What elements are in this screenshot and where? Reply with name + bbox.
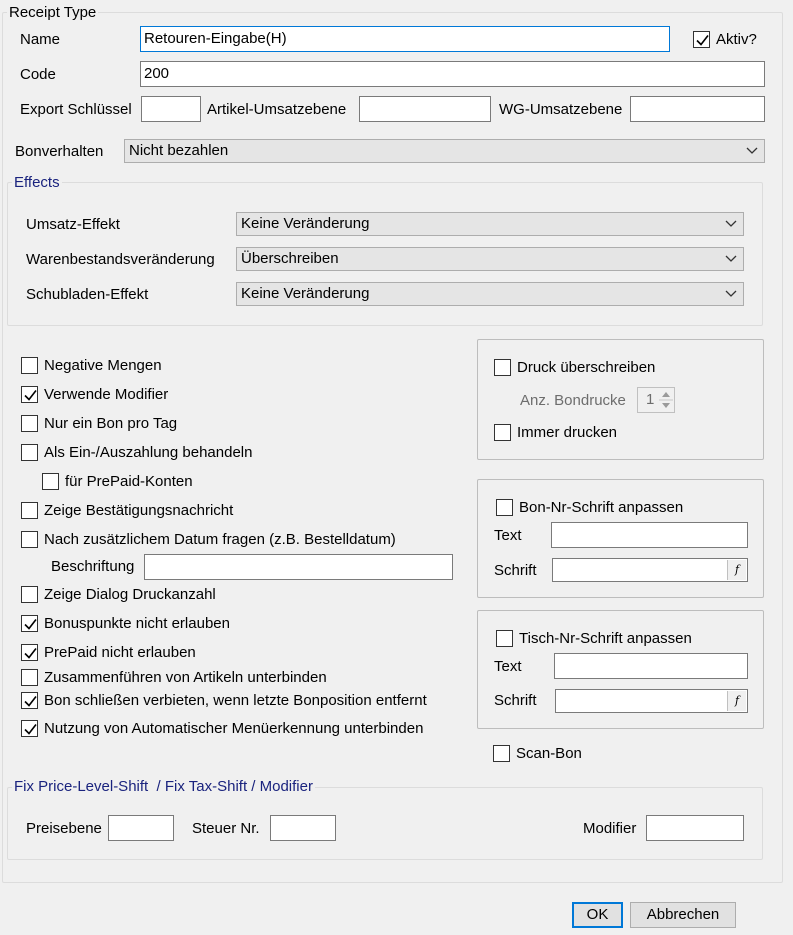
druckanzahl-label: Zeige Dialog Druckanzahl bbox=[44, 586, 216, 603]
receipt-type-legend: Receipt Type bbox=[9, 4, 97, 21]
zusatz-datum-box[interactable] bbox=[21, 531, 38, 548]
aktiv-checkbox[interactable] bbox=[693, 30, 773, 50]
chevron-down-icon bbox=[725, 213, 737, 235]
menuerkennung-checkbox[interactable] bbox=[21, 719, 471, 739]
bon-nr-schrift-box[interactable] bbox=[496, 499, 513, 516]
chevron-down-icon bbox=[725, 283, 737, 305]
bonverhalten-value: Nicht bezahlen bbox=[129, 142, 229, 159]
verwende-modifier-label: Verwende Modifier bbox=[44, 386, 169, 403]
bestaetigung-checkbox[interactable] bbox=[21, 501, 461, 521]
export-label: Export Schlüssel bbox=[20, 101, 132, 118]
druckanzahl-box[interactable] bbox=[21, 586, 38, 603]
warenbestand-value: Überschreiben bbox=[241, 250, 339, 267]
umsatz-effekt-select[interactable] bbox=[236, 212, 744, 236]
bon-nr-schrift-label2: Schrift bbox=[494, 562, 537, 579]
chevron-down-icon bbox=[725, 248, 737, 270]
negative-mengen-box[interactable] bbox=[21, 357, 38, 374]
nur-ein-bon-box[interactable] bbox=[21, 415, 38, 432]
ein-auszahlung-label: Als Ein-/Auszahlung behandeln bbox=[44, 444, 253, 461]
scan-bon-box[interactable] bbox=[493, 745, 510, 762]
schubladen-value: Keine Veränderung bbox=[241, 285, 370, 302]
prepaid-konten-label: für PrePaid-Konten bbox=[65, 473, 193, 490]
schubladen-select[interactable] bbox=[236, 282, 744, 306]
scan-bon-label: Scan-Bon bbox=[516, 745, 582, 762]
scan-bon-checkbox[interactable] bbox=[493, 744, 613, 764]
zusammenfuehren-box[interactable] bbox=[21, 669, 38, 686]
preisebene-label: Preisebene bbox=[26, 820, 102, 837]
steuer-nr-label: Steuer Nr. bbox=[192, 820, 260, 837]
umsatz-effekt-label: Umsatz-Effekt bbox=[26, 216, 120, 233]
anz-bondrucke-label: Anz. Bondrucke bbox=[520, 392, 626, 409]
ein-auszahlung-box[interactable] bbox=[21, 444, 38, 461]
check-icon bbox=[22, 616, 39, 633]
beschriftung-input[interactable] bbox=[144, 554, 453, 580]
schubladen-label: Schubladen-Effekt bbox=[26, 286, 149, 303]
tisch-nr-schrift-label2: Schrift bbox=[494, 692, 537, 709]
druckanzahl-checkbox[interactable] bbox=[21, 585, 461, 605]
prepaid-konten-checkbox[interactable] bbox=[42, 472, 442, 492]
zusammenfuehren-label: Zusammenführen von Artikeln unterbinden bbox=[44, 669, 327, 686]
nur-ein-bon-checkbox[interactable] bbox=[21, 414, 461, 434]
effects-legend: Effects bbox=[14, 174, 60, 191]
check-icon bbox=[22, 693, 39, 710]
bonuspunkte-checkbox[interactable] bbox=[21, 614, 461, 634]
bon-nr-schrift-label: Bon-Nr-Schrift anpassen bbox=[519, 499, 684, 516]
bon-nr-text-label: Text bbox=[494, 527, 522, 544]
cancel-button[interactable]: Abbrechen bbox=[630, 902, 736, 928]
check-icon bbox=[22, 721, 39, 738]
zusatz-datum-label: Nach zusätzlichem Datum fragen (z.B. Bestelldatum) bbox=[44, 531, 396, 548]
spinner-arrows-icon[interactable] bbox=[659, 388, 673, 412]
bonverhalten-label: Bonverhalten bbox=[15, 143, 104, 160]
wg-umsatz-input[interactable] bbox=[630, 96, 765, 122]
ein-auszahlung-checkbox[interactable] bbox=[21, 443, 461, 463]
verwende-modifier-box[interactable] bbox=[21, 386, 38, 403]
font-picker-button[interactable]: f bbox=[727, 691, 746, 711]
warenbestand-label: Warenbestandsveränderung bbox=[26, 251, 215, 268]
tisch-nr-text-label: Text bbox=[494, 658, 522, 675]
fix-legend: Fix Price-Level-Shift / Fix Tax-Shift / Modifier bbox=[14, 778, 313, 795]
anz-bondrucke-value: 1 bbox=[646, 391, 655, 408]
code-input[interactable]: 200 bbox=[140, 61, 765, 87]
aktiv-checkbox-box[interactable] bbox=[693, 31, 710, 48]
code-label: Code bbox=[20, 66, 56, 83]
tisch-nr-schrift-checkbox[interactable] bbox=[496, 629, 736, 649]
immer-drucken-label: Immer drucken bbox=[517, 424, 618, 441]
artikel-umsatz-input[interactable] bbox=[359, 96, 491, 122]
bestaetigung-box[interactable] bbox=[21, 502, 38, 519]
druck-ueberschreiben-label: Druck überschreiben bbox=[517, 359, 656, 376]
tisch-nr-schrift-box[interactable] bbox=[496, 630, 513, 647]
artikel-umsatz-label: Artikel-Umsatzebene bbox=[207, 101, 347, 118]
name-input[interactable]: Retouren-Eingabe(H) bbox=[140, 26, 670, 52]
name-label: Name bbox=[20, 31, 61, 48]
zusammenfuehren-checkbox[interactable] bbox=[21, 668, 461, 688]
bonuspunkte-box[interactable] bbox=[21, 615, 38, 632]
druck-ueberschreiben-box[interactable] bbox=[494, 359, 511, 376]
bon-schliessen-checkbox[interactable] bbox=[21, 691, 471, 711]
aktiv-label: Aktiv? bbox=[716, 31, 757, 48]
preisebene-input[interactable] bbox=[108, 815, 174, 841]
negative-mengen-label: Negative Mengen bbox=[44, 357, 162, 374]
tisch-nr-schrift-label: Tisch-Nr-Schrift anpassen bbox=[519, 630, 692, 647]
immer-drucken-box[interactable] bbox=[494, 424, 511, 441]
bon-nr-schrift-checkbox[interactable] bbox=[496, 498, 736, 518]
modifier-input[interactable] bbox=[646, 815, 744, 841]
immer-drucken-checkbox[interactable] bbox=[494, 423, 734, 443]
check-icon bbox=[22, 387, 39, 404]
export-input[interactable] bbox=[141, 96, 201, 122]
verwende-modifier-checkbox[interactable] bbox=[21, 385, 461, 405]
bon-nr-schrift-input[interactable] bbox=[552, 558, 748, 582]
menuerkennung-label: Nutzung von Automatischer Menüerkennung unterbinden bbox=[44, 720, 424, 737]
menuerkennung-box[interactable] bbox=[21, 720, 38, 737]
bon-schliessen-label: Bon schließen verbieten, wenn letzte Bonposition entfernt bbox=[44, 692, 427, 709]
prepaid-konten-box[interactable] bbox=[42, 473, 59, 490]
beschriftung-label: Beschriftung bbox=[51, 558, 135, 575]
tisch-nr-text-input[interactable] bbox=[554, 653, 748, 679]
prepaid-box[interactable] bbox=[21, 644, 38, 661]
prepaid-label: PrePaid nicht erlauben bbox=[44, 644, 196, 661]
bon-schliessen-box[interactable] bbox=[21, 692, 38, 709]
wg-umsatz-label: WG-Umsatzebene bbox=[499, 101, 623, 118]
modifier-label: Modifier bbox=[583, 820, 637, 837]
bonuspunkte-label: Bonuspunkte nicht erlauben bbox=[44, 615, 230, 632]
check-icon bbox=[22, 645, 39, 662]
negative-mengen-checkbox[interactable] bbox=[21, 356, 461, 376]
warenbestand-select[interactable] bbox=[236, 247, 744, 271]
chevron-down-icon bbox=[746, 140, 758, 162]
ok-button[interactable]: OK bbox=[572, 902, 623, 928]
druck-ueberschreiben-checkbox[interactable] bbox=[494, 358, 734, 378]
anz-bondrucke-spinner[interactable] bbox=[637, 387, 675, 413]
zusatz-datum-checkbox[interactable] bbox=[21, 530, 461, 550]
bon-nr-text-input[interactable] bbox=[551, 522, 748, 548]
steuer-nr-input[interactable] bbox=[270, 815, 336, 841]
check-icon bbox=[694, 32, 711, 49]
prepaid-checkbox[interactable] bbox=[21, 643, 461, 663]
tisch-nr-schrift-input[interactable] bbox=[555, 689, 748, 713]
umsatz-effekt-value: Keine Veränderung bbox=[241, 215, 370, 232]
bestaetigung-label: Zeige Bestätigungsnachricht bbox=[44, 502, 234, 519]
font-picker-button[interactable]: f bbox=[727, 560, 746, 580]
bonverhalten-select[interactable] bbox=[124, 139, 765, 163]
nur-ein-bon-label: Nur ein Bon pro Tag bbox=[44, 415, 178, 432]
